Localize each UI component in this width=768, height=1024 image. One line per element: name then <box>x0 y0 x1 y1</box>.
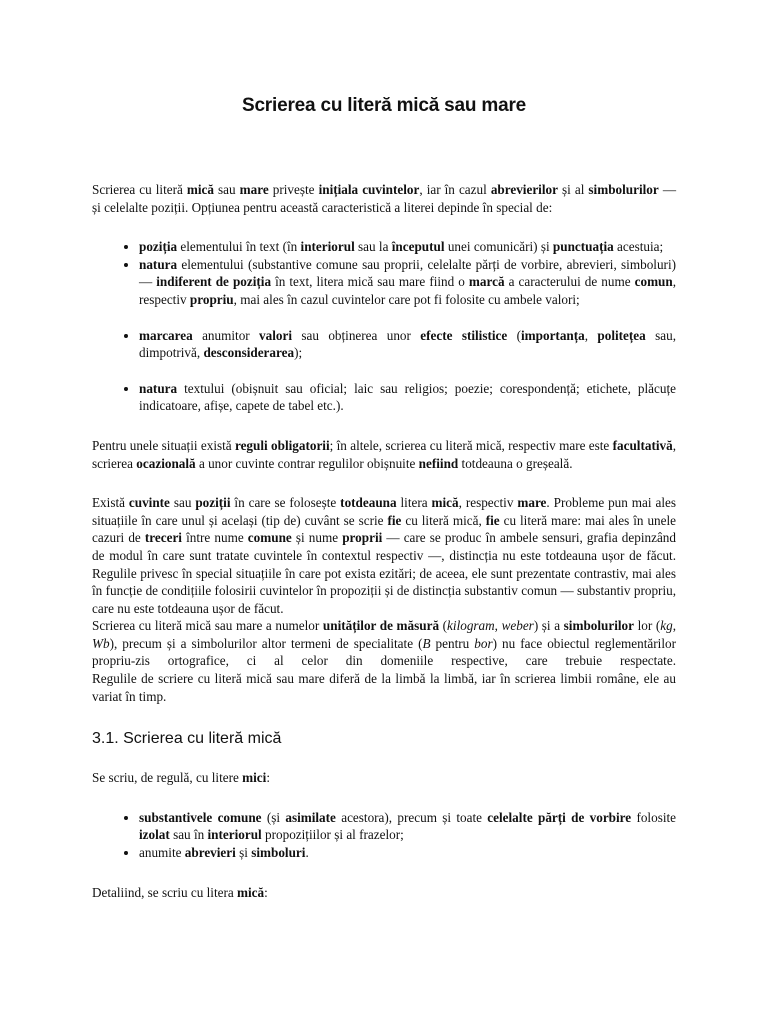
criteria-list-2 <box>92 327 676 362</box>
text-run: ) nu face obiectul reglementărilor propriu-zis ortografice, ci al celor din domeniile respective, care trebuie respectate. <box>92 635 676 669</box>
text-run: acestora), precum și toate <box>335 809 488 825</box>
bold-term: marcă <box>468 274 505 290</box>
criteria-list-1 <box>92 238 676 308</box>
lowercase-list <box>92 809 676 862</box>
bold-term: mică <box>237 884 265 900</box>
text-run: Scrierea cu literă mică sau mare a numelor <box>92 618 323 634</box>
text-run: sau obținerea unor <box>292 327 421 343</box>
text-run: sau, dimpotrivă, <box>139 327 676 361</box>
text-run: . Probleme pun mai ales situațiile în care unul și același (tip de) cuvânt se scrie <box>92 495 676 528</box>
text-run: , <box>584 327 598 343</box>
italic-term: bor <box>474 635 493 651</box>
list-item <box>139 809 676 844</box>
page-title: Scrierea cu literă mică sau mare <box>241 95 527 116</box>
text-run: unei comunicări) și <box>444 239 553 255</box>
italic-term: kg <box>660 618 673 634</box>
paragraph-reguli <box>92 437 676 472</box>
text-run: propozițiilor și al frazelor; <box>261 827 404 843</box>
text-run: , <box>494 618 502 634</box>
bold-term: simboluri <box>251 845 306 861</box>
text-run: elementului (substantive comune sau proprii, celelalte părți de vorbire, abrevieri, simboluri) — <box>139 256 676 290</box>
text-run: : <box>264 884 268 900</box>
italic-term: weber <box>501 618 534 634</box>
bold-term: natura <box>139 380 178 396</box>
bold-term: valori <box>259 327 293 343</box>
bold-term: comune <box>247 530 292 546</box>
text-run: (și <box>261 809 286 825</box>
bold-term: mici <box>242 770 267 786</box>
bold-term: poziții <box>195 495 231 511</box>
text-run: , mai ales în cazul cuvintelor care pot fi folosite cu ambele valori; <box>233 291 580 307</box>
bold-term: mare <box>239 182 269 197</box>
bold-term: substantivele comune <box>139 809 262 825</box>
paragraph-exista <box>92 494 676 617</box>
text-run: Pentru unele situații există <box>92 437 235 453</box>
bold-term: mare <box>517 495 547 511</box>
bold-term: totdeauna <box>340 495 397 511</box>
bold-term: poziția <box>139 239 178 255</box>
bold-term: reguli obligatorii <box>234 437 330 453</box>
list-item <box>139 238 676 256</box>
text-run: , scrierea <box>92 437 676 471</box>
italic-term: Wb <box>92 635 110 651</box>
italic-term: B <box>422 635 431 651</box>
text-run: textului (obișnuit sau oficial; laic sau religios; poezie; corespondență; etichete, plăcuțe indicatoare, afișe, capete de tabel etc.). <box>139 380 676 414</box>
paragraph-regulile <box>92 670 676 705</box>
text-run: , respectiv <box>458 495 518 511</box>
bold-term: punctuația <box>552 239 614 255</box>
bold-term: abrevierilor <box>490 182 558 197</box>
text-run: , iar în cazul <box>419 182 491 197</box>
text-run: acestuia; <box>613 239 664 255</box>
paragraph-detaliind <box>92 884 676 902</box>
text-run: Există <box>92 495 129 511</box>
text-run: sau la <box>354 239 392 255</box>
text-run: ( <box>439 618 448 634</box>
text-run: în text, litera mică sau mare fiind o <box>271 274 469 290</box>
criteria-list-3 <box>92 380 676 415</box>
bold-term: fie <box>387 512 402 528</box>
text-run: și nume <box>291 530 343 546</box>
text-run: a caracterului de nume <box>504 274 635 290</box>
bold-term: propriu <box>189 291 234 307</box>
bold-term: celelalte părți de vorbire <box>487 809 632 825</box>
text-run: elementului în text (în <box>177 239 301 255</box>
text-run: anumite <box>139 845 185 861</box>
text-run: , <box>672 618 676 634</box>
text-run: lor ( <box>634 618 661 634</box>
section-heading: 3.1. Scrierea cu literă mică <box>92 730 282 748</box>
text-run: , respectiv <box>139 274 677 307</box>
text-run: litera <box>396 495 432 511</box>
bold-term: inițiala cuvintelor <box>318 182 420 197</box>
text-run: pentru <box>430 635 475 651</box>
list-item <box>139 327 676 362</box>
text-run: între nume <box>181 530 248 546</box>
text-run: sau <box>213 182 240 197</box>
bold-term: izolat <box>139 827 170 843</box>
bold-term: cuvinte <box>128 495 170 511</box>
text-run: — care se produc în ambele sensuri, grafia depinzând de modul în care sunt tratate cuvintele în contextul respectiv —, distincția nu este totdeauna ușor de făcut. Regulile privesc în special situațiile în care pot exista ezitări; de aceea, ele sunt prezentate contrastiv, mai ales în funcție de condițiile folosirii cuvintelor în propoziții și de distincția substantiv comun — substantiv propriu, care nu este totdeauna ușor de făcut. <box>92 530 676 616</box>
bold-term: interiorul <box>207 827 262 843</box>
text-run: cu literă mare: mai ales în unele cazuri de <box>92 512 677 546</box>
text-run: Se scriu, de regulă, cu litere <box>92 770 243 786</box>
bold-term: abrevieri <box>184 845 236 861</box>
bold-term: marcarea <box>139 327 193 343</box>
bold-term: desconsiderarea <box>203 345 295 361</box>
text-run: ); <box>294 345 303 361</box>
bold-term: importanța <box>521 327 585 343</box>
text-run: Scrierea cu literă <box>92 182 187 197</box>
bold-term: treceri <box>144 530 182 546</box>
paragraph-unitati <box>92 617 676 670</box>
bold-term: natura <box>139 256 178 272</box>
list-item <box>139 380 676 415</box>
bold-term: nefiind <box>418 455 459 471</box>
text-run: și <box>235 845 252 861</box>
list-item <box>139 844 676 862</box>
text-run: totdeauna o greșeală. <box>458 455 573 471</box>
text-run: ( <box>507 327 521 343</box>
text-run: sau <box>169 495 196 511</box>
bold-term: ocazională <box>136 455 196 471</box>
text-run: ), precum și a simbolurilor altor termeni de specialitate ( <box>109 635 423 651</box>
bold-term: interiorul <box>300 239 355 255</box>
bold-term: proprii <box>342 530 383 546</box>
text-run: ; în altele, scrierea cu literă mică, respectiv mare este <box>329 437 613 453</box>
bold-term: politețea <box>597 327 646 343</box>
text-run: cu literă mică, <box>401 512 486 528</box>
text-run: privește <box>268 182 319 197</box>
text-run: a unor cuvinte contrar regulilor obișnuite <box>195 455 419 471</box>
text-run: ) și a <box>533 618 564 634</box>
text-run: . <box>305 845 309 861</box>
list-item <box>139 256 676 309</box>
text-run: — și celelalte poziții. Opțiunea pentru această caracteristică a literei depinde în special de: <box>92 182 676 215</box>
bold-term: indiferent de poziția <box>156 274 272 290</box>
bold-term: asimilate <box>285 809 336 825</box>
bold-term: facultativă <box>612 437 673 453</box>
text-run: și al <box>557 182 589 197</box>
text-run: folosite <box>631 809 677 825</box>
bold-term: efecte stilistice <box>420 327 508 343</box>
bold-term: mică <box>431 495 459 511</box>
italic-term: kilogram <box>447 618 495 634</box>
text-run: anumitor <box>192 327 260 343</box>
bold-term: unităților de măsură <box>322 618 440 634</box>
bold-term: începutul <box>391 239 445 255</box>
intro-paragraph <box>92 181 676 216</box>
paragraph-se-scriu <box>92 769 676 787</box>
text-run: : <box>266 770 270 786</box>
text-run: Regulile de scriere cu literă mică sau mare diferă de la limbă la limbă, iar în scrierea limbii române, ele au variat în timp. <box>92 671 676 704</box>
bold-term: mică <box>186 182 214 197</box>
bold-term: simbolurilor <box>588 182 659 197</box>
bold-term: comun <box>634 274 673 290</box>
bold-term: fie <box>485 512 500 528</box>
text-run: Detaliind, se scriu cu litera <box>92 884 238 900</box>
text-run: în care se folosește <box>230 495 341 511</box>
document-body <box>92 181 676 901</box>
bold-term: simbolurilor <box>563 618 634 634</box>
text-run: sau în <box>169 827 208 843</box>
